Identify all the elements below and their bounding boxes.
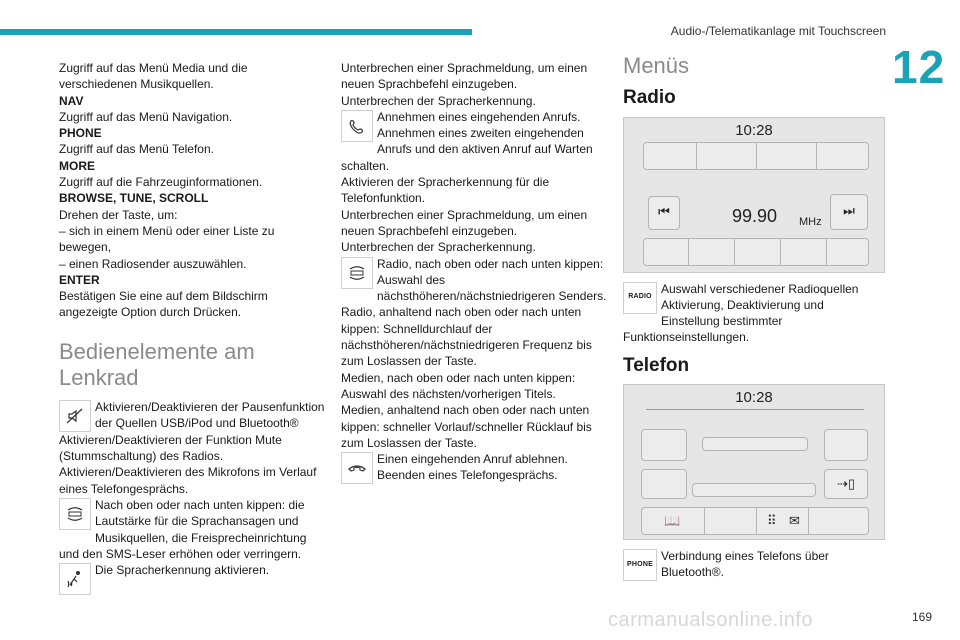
phone-field-1 — [702, 437, 808, 451]
radio-screen — [623, 117, 885, 273]
more-label: MORE — [59, 158, 95, 173]
col2-paragraph-2: Unterbrechen der Spracherkennung. — [341, 93, 536, 108]
col2-paragraph-1: Unterbrechen einer Sprachmeldung, um einen neuen Sprachbefehl einzugeben. — [341, 61, 588, 92]
radio-text-3: Medien, nach oben oder nach unten kippen: Auswahl des nächsten/vorherigen Titels. — [341, 370, 576, 401]
hangup-text-1: Einen eingehenden Anruf ablehnen. — [377, 452, 568, 467]
radio-text-2: Radio, anhaltend nach oben oder nach unten kippen: Schnelldurchlauf der nächsthöheren/nächstniedrigeren Frequenz bis zum Loslassen der Taste. — [341, 305, 592, 369]
intro-text: Zugriff auf das Menü Media und die verschiedenen Musikquellen. — [59, 61, 248, 92]
phone-slot-1[interactable] — [641, 429, 687, 461]
phone-screen — [623, 384, 885, 540]
keypad-icon[interactable]: ⠿ — [767, 513, 777, 529]
next-track-icon: ⏭ — [843, 203, 855, 219]
next-track-button[interactable] — [830, 194, 868, 230]
column-2 — [341, 60, 607, 484]
rocker-icon — [341, 257, 373, 289]
watermark: carmanualsonline.info — [608, 609, 814, 631]
phone-description: Verbindung eines Telefons über Bluetooth®. — [661, 549, 829, 580]
more-text: Zugriff auf die Fahrzeuginformationen. — [59, 175, 263, 190]
radio-text-1: Radio, nach oben oder nach unten kippen: Auswahl des nächsthöheren/nächstniedrigeren Senders. — [377, 256, 607, 304]
header-bar — [0, 29, 472, 35]
enter-label: ENTER — [59, 272, 100, 287]
phone-time: 10:28 — [735, 389, 773, 407]
browse-item-2: – einen Radiosender auszuwählen. — [59, 256, 247, 271]
radio-text-4: Medien, anhaltend nach oben oder nach unten kippen: schneller Vorlauf/schneller Rücklauf bis zum Loslassen der Taste. — [341, 403, 592, 450]
phone-slot-3[interactable] — [824, 429, 868, 461]
browse-label: BROWSE, TUNE, SCROLL — [59, 191, 209, 206]
column-1 — [59, 60, 325, 595]
prev-track-button[interactable] — [648, 196, 680, 230]
phone-hangup-icon — [341, 452, 373, 484]
phone-field-2 — [692, 483, 816, 497]
radio-time: 10:28 — [735, 121, 773, 139]
section-title-steering: Bedienelemente am Lenkrad — [59, 338, 255, 390]
preset-row-bottom — [643, 238, 869, 266]
prev-track-icon: ⏮ — [658, 204, 670, 220]
preset-row-top — [643, 142, 869, 170]
radio-unit: MHz — [799, 215, 822, 228]
radio-frequency: 99.90 — [732, 205, 778, 226]
mute-icon — [59, 400, 91, 432]
call-text-4: Unterbrechen einer Sprachmeldung, um einen neuen Sprachbefehl einzugeben. — [341, 207, 588, 238]
phone-badge: PHONE — [623, 549, 657, 581]
call-text-3: Aktivieren der Spracherkennung für die Telefonfunktion. — [341, 175, 550, 206]
phone-title: Telefon — [623, 354, 690, 376]
radio-title: Radio — [623, 87, 676, 109]
call-text-1: Annehmen eines eingehenden Anrufs. — [377, 109, 581, 124]
mute-text-1: Aktivieren/Deaktivieren der Pausenfunktion der Quellen USB/iPod und Bluetooth® — [95, 399, 325, 431]
mute-text-2: Aktivieren/Deaktivieren der Funktion Mute (Stummschaltung) des Radios. — [59, 432, 282, 464]
header-title: Audio-/Telematikanlage mit Touchscreen — [670, 24, 886, 38]
radio-badge: RADIO — [623, 282, 657, 314]
volume-text: Nach oben oder nach unten kippen: die Lautstärke für die Sprachansagen und Musikquellen, die Freisprecheinrichtung und den SMS-Leser erhöhen oder verringern. — [59, 497, 307, 561]
sms-icon[interactable]: ✉ — [789, 513, 800, 529]
phone-connect-icon: ⇢▯ — [836, 475, 856, 491]
call-text-2: Annehmen eines zweiten eingehenden Anrufs und den aktiven Anruf auf Warten schalten. — [341, 126, 593, 173]
nav-label: NAV — [59, 93, 84, 108]
mute-text-3: Aktivieren/Deaktivieren des Mikrofons im Verlauf eines Telefongesprächs. — [59, 465, 317, 496]
voice-command-icon — [59, 563, 91, 595]
voice-text: Die Spracherkennung aktivieren. — [95, 563, 270, 578]
browse-text: Drehen der Taste, um: — [59, 207, 178, 222]
column-3 — [623, 53, 885, 581]
enter-text: Bestätigen Sie eine auf dem Bildschirm angezeigte Option durch Drücken. — [59, 289, 268, 320]
call-text-5: Unterbrechen der Spracherkennung. — [341, 240, 536, 255]
phone-answer-icon — [341, 110, 373, 142]
phone-text: Zugriff auf das Menü Telefon. — [59, 142, 214, 157]
book-icon[interactable]: 📖 — [664, 513, 681, 529]
menus-title: Menüs — [623, 53, 690, 78]
phone-label: PHONE — [59, 126, 102, 141]
phone-bottom-bar — [641, 507, 869, 535]
page-number: 169 — [911, 610, 932, 624]
nav-text: Zugriff auf das Menü Navigation. — [59, 109, 233, 124]
phone-slot-2[interactable] — [641, 469, 687, 499]
browse-item-1: – sich in einem Menü oder einer Liste zu bewegen, — [59, 223, 275, 255]
hangup-text-2: Beenden eines Telefongesprächs. — [377, 468, 558, 483]
volume-rocker-icon — [59, 498, 91, 530]
phone-connect-button[interactable] — [824, 469, 868, 499]
radio-description: Auswahl verschiedener Radioquellen Aktivierung, Deaktivierung und Einstellung bestimmter Funktionseinstellungen. — [623, 281, 859, 345]
chapter-number: 12 — [892, 41, 946, 93]
